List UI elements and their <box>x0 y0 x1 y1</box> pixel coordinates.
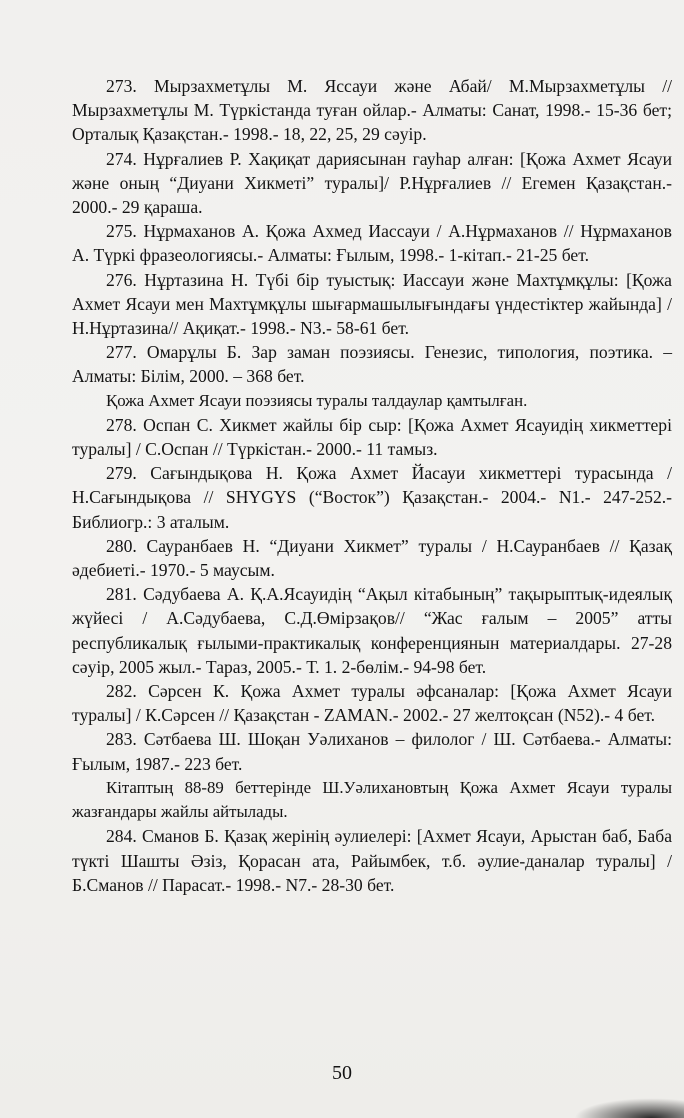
entry-274: 274. Нұрғалиев Р. Хақиқат дариясынан гауһар алған: [Қожа Ахмет Ясауи және оның “Диуани Хикметі” туралы]/ Р.Нұрғалиев // Егемен Қазақстан.- 2000.- 29 қараша. <box>72 148 672 218</box>
page-number: 50 <box>332 1062 352 1084</box>
entry-284: 284. Сманов Б. Қазақ жерінің әулиелері: [Ахмет Ясауи, Арыстан баб, Баба түкті Шашты Әзіз, Қорасан ата, Райымбек, т.б. әулие-даналар туралы] / Б.Сманов // Парасат.- 1998.- N7.- 28-30 бет. <box>72 826 672 895</box>
scan-shadow <box>574 1098 684 1118</box>
bibliography-list <box>72 74 672 897</box>
entry-273: 273. Мырзахметұлы М. Яссауи және Абай/ М.Мырзахметұлы // Мырзахметұлы М. Түркістанда туған ойлар.- Алматы: Санат, 1998.- 15-36 бет; Орталық Қазақстан.- 1998.- 18, 22, 25, 29 сәуір. <box>72 76 672 145</box>
entry-283-note: Кітаптың 88-89 беттерінде Ш.Уәлихановтың Қожа Ахмет Ясауи туралы жазғандары жайлы айтылады. <box>72 777 672 822</box>
entry-276: 276. Нұртазина Н. Түбі бір туыстық: Иассауи және Махтұмқұлы: [Қожа Ахмет Ясауи мен Махтұмқұлы шығармашылығындағы үндестіктер жайында] / Н.Нұртазина// Ақиқат.- 1998.- N3.- 58-61 бет. <box>72 269 672 339</box>
entry-275: 275. Нұрмаханов А. Қожа Ахмед Иассауи / А.Нұрмаханов // Нұрмаханов А. Түркі фразеологиясы.- Алматы: Ғылым, 1998.- 1-кітап.- 21-25 бет. <box>72 221 672 266</box>
entry-278: 278. Оспан С. Хикмет жайлы бір сыр: [Қожа Ахмет Ясауидің хикметтері туралы] / С.Оспан // Түркістан.- 2000.- 11 тамыз. <box>72 414 672 460</box>
entry-277: 277. Омарұлы Б. Зар заман поэзиясы. Генезис, типология, поэтика. – Алматы: Білім, 2000. – 368 бет. <box>72 342 672 387</box>
entry-279: 279. Сағындықова Н. Қожа Ахмет Йасауи хикметтері турасында / Н.Сағындықова // SHYGYS (“Восток”) Қазақстан.- 2004.- N1.- 247-252.- Библиогр.: 3 аталым. <box>72 463 672 532</box>
entry-277-note: Қожа Ахмет Ясауи поэзиясы туралы талдаулар қамтылған. <box>106 390 528 410</box>
entry-282: 282. Сәрсен К. Қожа Ахмет туралы әфсаналар: [Қожа Ахмет Ясауи туралы] / К.Сәрсен // Қазақстан - ZAMAN.- 2002.- 27 желтоқсан (N52).- 4 бет. <box>72 681 672 726</box>
entry-283: 283. Сәтбаева Ш. Шоқан Уәлиханов – филолог / Ш. Сәтбаева.- Алматы: Ғылым, 1987.- 223 бет. <box>72 729 672 774</box>
entry-281: 281. Сәдубаева А. Қ.А.Ясауидің “Ақыл кітабының” тақырыптық-идеялық жүйесі / А.Сәдубаева, С.Д.Өмірзақов// “Жас ғалым – 2005” атты республикалық ғылыми-практикалық конференциянын материалдары. 27-28 сәуір, 2005 жыл.- Тараз, 2005.- Т. 1. 2-бөлім.- 94-98 бет. <box>72 584 672 677</box>
entry-280: 280. Сауранбаев Н. “Диуани Хикмет” туралы / Н.Сауранбаев // Қазақ әдебиеті.- 1970.- 5 маусым. <box>72 535 672 581</box>
